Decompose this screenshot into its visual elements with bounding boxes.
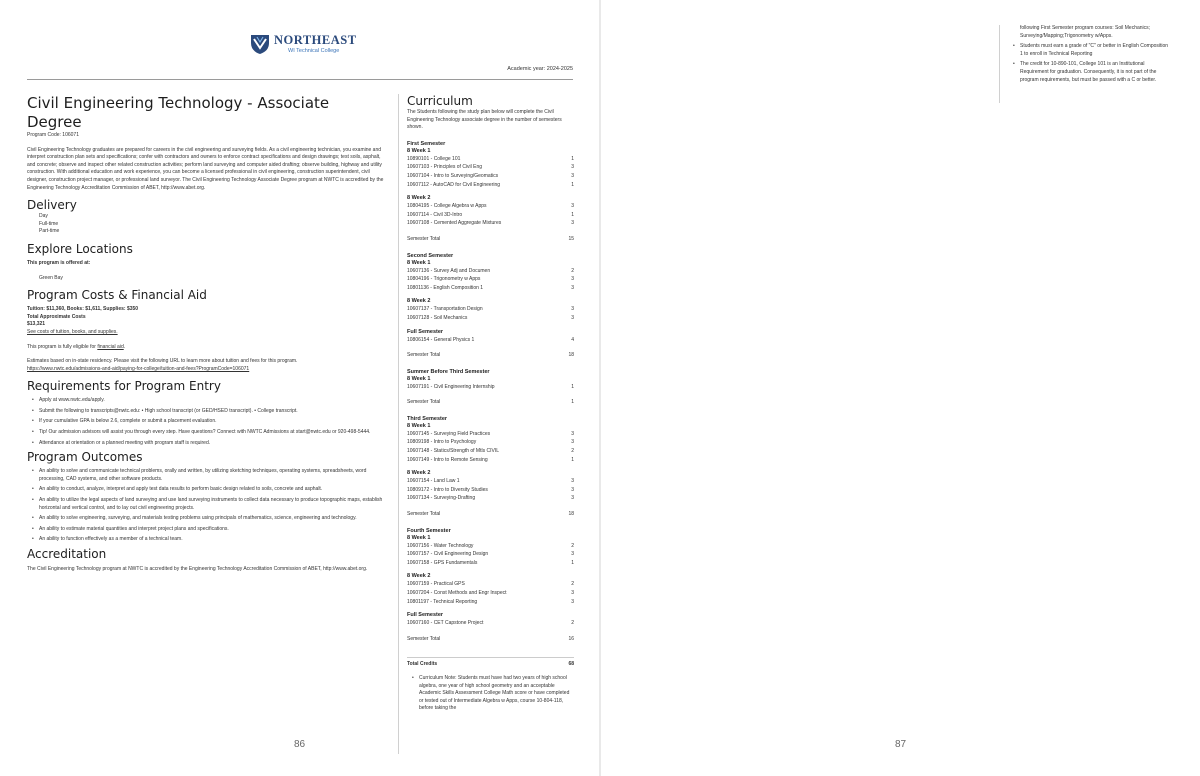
course-row	[407, 267, 574, 276]
course-row	[407, 430, 574, 439]
list-item: • Tip! Our admission advisors will assist you through every step. Have questions? Connect with NWTC Admissions at start@nwtc.edu or 920-498-5444.	[27, 429, 387, 437]
list-item: • An ability to estimate material quantities and interpret project plans and specifications.	[27, 526, 387, 534]
term-block-title: 8 Week 2	[407, 195, 431, 202]
course-credits: 1	[571, 456, 574, 463]
course-credits: 2	[571, 448, 574, 455]
curriculum-intro: The Students following the study plan below will complete the Civil Engineering Technology associate degree in the number of semesters shown.	[407, 109, 562, 131]
locations-offered-label: This program is offered at:	[27, 259, 91, 266]
course-name: 10607156 - Water Technology	[407, 542, 474, 549]
course-row	[407, 305, 574, 314]
term-block-title: 8 Week 1	[407, 259, 431, 266]
course-row	[407, 589, 574, 598]
financial-aid-period: .	[123, 343, 126, 350]
semester	[407, 369, 574, 407]
course-row	[407, 219, 574, 228]
course-credits: 3	[571, 430, 574, 437]
semester-list	[407, 141, 574, 644]
notes-list	[1008, 43, 1171, 84]
financial-aid-line	[27, 344, 387, 352]
header-divider	[27, 79, 573, 80]
list-item: • An ability to function effectively as a member of a technical team.	[27, 536, 387, 544]
course-name: 10607137 - Transportation Design	[407, 306, 483, 313]
program-details	[27, 94, 387, 574]
course-credits: 1	[571, 181, 574, 188]
course-row	[407, 438, 574, 447]
course-name: 10801136 - English Composition 1	[407, 284, 484, 291]
list-item: • An ability to solve engineering, surveying, and materials testing problems using principals of mathematics, science, engineering and technology.	[27, 515, 387, 523]
course-name: 10607112 - AutoCAD for Civil Engineering	[407, 181, 501, 188]
semester-total-label: Semester Total	[407, 352, 441, 359]
course-credits: 3	[571, 314, 574, 321]
course-credits: 3	[571, 495, 574, 502]
delivery-list	[27, 213, 387, 236]
shield-logo-icon	[250, 33, 270, 55]
course-credits: 3	[571, 478, 574, 485]
course-credits: 3	[571, 306, 574, 313]
semester-total-value: 18	[568, 511, 574, 518]
term-block-title: 8 Week 1	[407, 534, 431, 541]
estimates-text: Estimates based on in-state residency. Please visit the following URL to learn more about tuition and fees for this program.	[27, 358, 298, 365]
course-row	[407, 542, 574, 551]
semester-title: Summer Before Third Semester	[407, 368, 490, 375]
program-code: Program Code: 106071	[27, 132, 79, 138]
course-credits: 3	[571, 439, 574, 446]
financial-aid-link[interactable]: financial aid	[97, 343, 124, 350]
delivery-heading: Delivery	[27, 198, 77, 213]
page-title: Civil Engineering Technology - Associate Degree	[27, 94, 330, 131]
tuition-line: Tuition: $11,360, Books: $1,611, Supplies: $350	[27, 306, 139, 313]
course-credits: 2	[571, 542, 574, 549]
left-page	[0, 0, 599, 776]
curriculum-note: • Curriculum Note: Students must have had two years of high school algebra, one year of high school geometry and an acceptable Academic Skills Assessment College Math score or have completed or tested out of Intermediate Algebra w Apps, course 10-804-118, before taking the	[407, 675, 574, 713]
course-row	[407, 559, 574, 568]
note-continued: following First Semester program courses: Soil Mechanics; Surveying/Mapping;Trigonometry w/Apps.	[1020, 25, 1151, 39]
course-credits: 1	[571, 211, 574, 218]
course-name: 10809172 - Intro to Diversity Studies	[407, 486, 488, 493]
course-credits: 3	[571, 551, 574, 558]
semester-total-row	[407, 235, 574, 244]
list-item: • If your cumulative GPA is below 2.6, complete or submit a placement evaluation.	[27, 418, 387, 426]
course-row	[407, 494, 574, 503]
semester-total-label: Semester Total	[407, 511, 441, 518]
course-credits: 2	[571, 581, 574, 588]
academic-year: Academic year: 2024-2025	[507, 66, 573, 72]
page-number-left: 86	[294, 739, 306, 750]
course-name: 10607136 - Survey Adj and Documen	[407, 267, 491, 274]
location-item: Green Bay	[39, 274, 63, 281]
course-credits: 3	[571, 164, 574, 171]
semester	[407, 141, 574, 244]
course-row	[407, 580, 574, 589]
course-row	[407, 284, 574, 293]
course-row	[407, 202, 574, 211]
college-logo	[250, 30, 360, 58]
delivery-item: Full-time	[39, 220, 59, 227]
course-name: 10607159 - Practical GPS	[407, 581, 465, 588]
course-row	[407, 336, 574, 345]
course-credits: 2	[571, 620, 574, 627]
list-item: • Students must earn a grade of "C" or better in English Composition 1 to enroll in Technical Reporting	[1008, 43, 1171, 58]
course-row	[407, 181, 574, 190]
course-credits: 1	[571, 155, 574, 162]
curriculum-column	[407, 94, 574, 716]
requirements-heading: Requirements for Program Entry	[27, 379, 221, 394]
course-name: 10890101 - College 101	[407, 155, 461, 162]
semester-total-value: 18	[568, 352, 574, 359]
term-block-title: 8 Week 1	[407, 422, 431, 429]
course-name: 10804195 - College Algebra w Apps	[407, 203, 487, 210]
course-name: 10607103 - Principles of Civil Eng	[407, 164, 483, 171]
accreditation-heading: Accreditation	[27, 547, 107, 561]
semester-total-row	[407, 351, 574, 360]
course-name: 10801197 - Technical Reporting	[407, 598, 478, 605]
delivery-item: Part-time	[39, 228, 60, 235]
course-row	[407, 447, 574, 456]
total-costs-value: $13,321	[27, 321, 46, 328]
delivery-item: Day	[39, 213, 48, 220]
course-name: 10607191 - Civil Engineering Internship	[407, 383, 495, 390]
course-name: 10607160 - CET Capstone Project	[407, 620, 484, 627]
list-item: • Apply at www.nwtc.edu/apply.	[27, 397, 387, 405]
course-credits: 3	[571, 203, 574, 210]
list-item: • An ability to conduct, analyze, interpret and apply test data results to perform basic design related to soils, concrete and asphalt.	[27, 486, 387, 494]
course-credits: 1	[571, 559, 574, 566]
course-name: 10607134 - Surveying-Drafting	[407, 495, 476, 502]
course-row	[407, 275, 574, 284]
course-credits: 3	[571, 276, 574, 283]
course-credits: 1	[571, 383, 574, 390]
course-name: 10607114 - Civil 3D-Intro	[407, 211, 463, 218]
course-name: 10806154 - General Physics 1	[407, 336, 475, 343]
term-block-title: Full Semester	[407, 612, 444, 619]
list-item: • An ability to solve and communicate technical problems, orally and written, by utilizing sketching techniques, operating systems, spreadsheets, word processing, CAD systems, and other software products.	[27, 468, 387, 483]
total-credits-label: Total Credits	[407, 661, 438, 668]
list-item: • An ability to utilize the legal aspects of land surveying and use land surveying instruments to collect data necessary to produce topographic maps, establish horizontal and vertical control, and to lay out civil engineering projects.	[27, 497, 387, 512]
tuition-url-link[interactable]: https://www.nwtc.edu/admissions-and-aid/paying-for-college/tuition-and-fees?ProgramCode=106071	[27, 365, 250, 372]
semester-total-label: Semester Total	[407, 399, 441, 406]
course-credits: 4	[571, 336, 574, 343]
right-page	[601, 0, 1200, 776]
course-row	[407, 456, 574, 465]
course-row	[407, 211, 574, 220]
term-block-title: 8 Week 2	[407, 298, 431, 305]
course-credits: 3	[571, 598, 574, 605]
program-intro: Civil Engineering Technology graduates are prepared for careers in the civil engineering and surveying fields. As a civil engineering technician, you examine and interpret construction plan sets and specifications; confer with contractors and owners to enforce contract specifications and design drawings; test soils, asphalt, and concrete; observe and inspect other related construction activities; perform land surveying and computer aided drafting; observe building, highway and utility construction. With additional education and work experience, you can become a licensed professional in civil engineering, construction superintendent, civil designer, construction project manager, or professional land surveyor. The Civil Engineering Technology Associate Degree program at NWTC is accredited by the Engineering Technology Accreditation Commission of ABET, http://www.abet.org.	[27, 146, 384, 191]
curriculum-notes-continued	[999, 25, 1171, 103]
financial-aid-text: This program is fully eligible for	[27, 343, 98, 350]
course-credits: 3	[571, 284, 574, 291]
course-name: 10607149 - Intro to Remote Sensing	[407, 456, 488, 463]
course-row	[407, 550, 574, 559]
term-block-title: 8 Week 2	[407, 470, 431, 477]
outcomes-list	[27, 468, 387, 544]
course-credits: 3	[571, 220, 574, 227]
semester	[407, 416, 574, 519]
course-name: 10607104 - Intro to Surveying/Geomatics	[407, 172, 499, 179]
list-item: • Attendance at orientation or a planned meeting with program staff is required.	[27, 440, 387, 448]
curriculum-notes	[407, 675, 574, 713]
course-row	[407, 598, 574, 607]
course-name: 10607158 - GPS Fundamentals	[407, 559, 478, 566]
course-credits: 3	[571, 486, 574, 493]
total-credits-row	[407, 657, 574, 669]
semester-title: Fourth Semester	[407, 527, 451, 534]
semester-title: First Semester	[407, 140, 446, 147]
locations-heading: Explore Locations	[27, 241, 133, 256]
course-name: 10607157 - Civil Engineering Design	[407, 551, 489, 558]
semester-total-value: 16	[568, 635, 574, 642]
course-credits: 3	[571, 590, 574, 596]
course-row	[407, 477, 574, 486]
semester-total-value: 1	[571, 399, 574, 406]
term-block-title: 8 Week 2	[407, 573, 431, 580]
page-number-right: 87	[895, 739, 907, 750]
list-item: • The credit for 10-890-101, College 101 is an Institutional Requirement for graduation. Consequently, it is not part of the program requirements, but must be passed with a C or better.	[1008, 61, 1171, 84]
semester-total-label: Semester Total	[407, 235, 441, 242]
course-row	[407, 383, 574, 392]
course-name: 10607145 - Surveying Field Practices	[407, 430, 491, 437]
semester-title: Second Semester	[407, 252, 454, 259]
course-name: 10809198 - Intro to Psychology	[407, 439, 477, 446]
course-name: 10607204 - Const Methods and Engr Inspect	[407, 590, 507, 596]
semester-total-value: 15	[568, 235, 574, 242]
column-divider	[398, 94, 399, 754]
course-name: 10607108 - Cemented Aggregate Mixtures	[407, 220, 502, 227]
course-name: 10607154 - Land Law 1	[407, 478, 460, 485]
course-row	[407, 155, 574, 164]
outcomes-heading: Program Outcomes	[27, 450, 143, 465]
course-credits: 2	[571, 267, 574, 274]
course-row	[407, 619, 574, 628]
course-name: 10804196 - Trigonometry w Apps	[407, 276, 481, 283]
accreditation-text: The Civil Engineering Technology program at NWTC is accredited by the Engineering Technology Accreditation Commission of ABET, http://www.abet.org.	[27, 566, 368, 572]
total-credits-value: 68	[568, 661, 574, 668]
term-block-title: 8 Week 1	[407, 375, 431, 382]
semester-total-row	[407, 635, 574, 644]
logo-name: NORTHEAST	[274, 33, 357, 47]
semester-total-row	[407, 510, 574, 519]
semester	[407, 253, 574, 360]
course-row	[407, 314, 574, 323]
semester-total-label: Semester Total	[407, 635, 441, 642]
course-row	[407, 163, 574, 172]
course-row	[407, 172, 574, 181]
costs-heading: Program Costs & Financial Aid	[27, 288, 207, 303]
course-credits: 3	[571, 172, 574, 179]
term-block-title: Full Semester	[407, 328, 444, 335]
course-row	[407, 486, 574, 495]
semester	[407, 528, 574, 644]
course-name: 10607128 - Soil Mechanics	[407, 314, 468, 321]
logo-subtitle: WI Technical College	[288, 47, 340, 54]
requirements-list	[27, 397, 387, 447]
semester-total-row	[407, 398, 574, 407]
total-costs-label: Total Approximate Costs	[27, 313, 86, 320]
list-item: • Submit the following to transcripts@nwtc.edu: • High school transcript (or GED/HSED transcript). • College transcript.	[27, 408, 387, 416]
costs-link[interactable]: See costs of tuition, books, and supplies.	[27, 328, 118, 335]
curriculum-heading: Curriculum	[407, 94, 473, 108]
term-block-title: 8 Week 1	[407, 147, 431, 154]
semester-title: Third Semester	[407, 415, 448, 422]
course-name: 10607148 - Statics/Strength of Mtls CIVIL	[407, 448, 499, 455]
